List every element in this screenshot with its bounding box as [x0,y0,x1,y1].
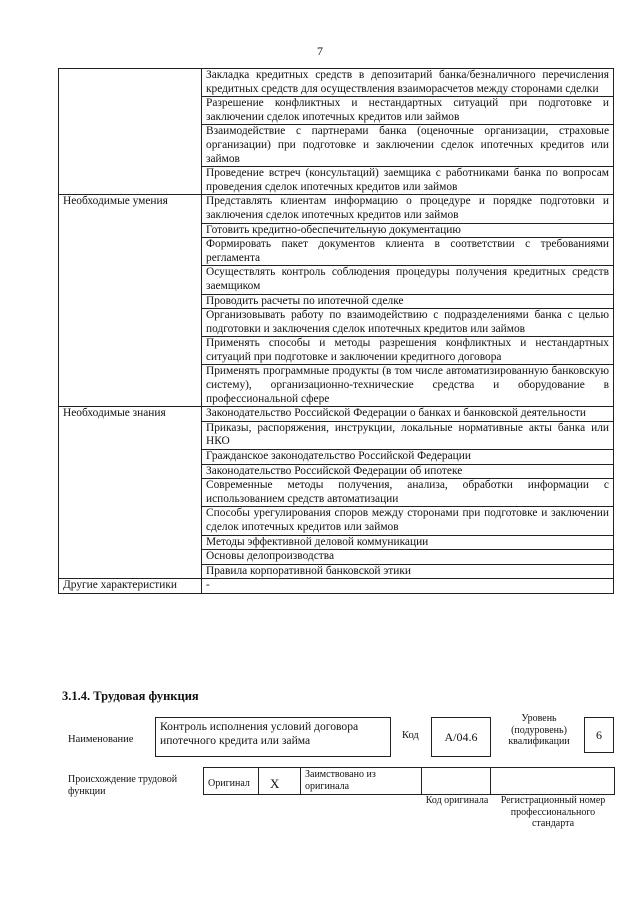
table-cell: Правила корпоративной банковской этики [202,564,614,579]
table-cell: Формировать пакет документов клиента в соответствии с требованиями регламента [202,238,614,266]
original-label: Оригинал [208,778,250,789]
function-name-box [155,717,391,757]
divider [258,767,259,795]
page-number: 7 [317,44,323,58]
level-value: 6 [596,728,602,742]
name-label: Наименование [68,734,134,745]
table-cell: Законодательство Российской Федерации о банках и банковской деятельности [202,407,614,422]
table-row [59,579,614,594]
table-row [59,69,614,97]
table-cell: Проведение встреч (консультаций) заемщика с работниками банка по вопросам проведения сделок ипотечных кредитов или займов [202,167,614,195]
table-cell: Проводить расчеты по ипотечной сделке [202,294,614,309]
row-label [59,69,202,195]
table-cell: Представлять клиентам информацию о процедуре и порядке подготовки и заключения сделок ипотечных кредитов или займов [202,195,614,223]
table-cell: Гражданское законодательство Российской Федерации [202,450,614,465]
divider [421,767,422,795]
row-label-skills: Необходимые умения [59,195,202,407]
row-label-other: Другие характеристики [59,579,202,594]
code-original-label: Код оригинала [425,795,489,806]
origin-label: Происхождение трудовой функции [68,774,178,797]
table-cell: Взаимодействие с партнерами банка (оценочные организации, страховые организации) при подготовке и заключении сделок ипотечных кредитов или займов [202,125,614,167]
level-box [584,717,614,753]
divider [490,767,491,795]
table-cell: Современные методы получения, анализа, обработки информации с использованием средств автоматизации [202,479,614,507]
original-mark: X [270,776,280,791]
table-cell: Готовить кредитно-обеспечительную документацию [202,223,614,238]
table-row [59,407,614,422]
table-cell: Основы делопроизводства [202,550,614,565]
table-cell: Осуществлять контроль соблюдения процедуры получения кредитных средств заемщиком [202,266,614,294]
table-cell: Способы урегулирования споров между сторонами при подготовке и заключении сделок ипотечных кредитов или займов [202,507,614,535]
table-cell: Применять программные продукты (в том числе автоматизированную банковскую систему), организационно-технические средства и оборудование в профессиональной сфере [202,365,614,407]
table-cell: Методы эффективной деловой коммуникации [202,535,614,550]
labor-actions-table [58,68,614,594]
code-box [431,717,491,757]
table-cell: Организовывать работу по взаимодействию с подразделениями банка с целью подготовки и заключения сделок ипотечных кредитов или займов [202,309,614,337]
reg-number-label: Регистрационный номер профессионального стандарта [500,795,606,829]
borrowed-label: Заимствовано из оригинала [305,769,376,792]
divider [300,767,301,795]
table-cell: - [202,579,614,594]
section-title: 3.1.4. Трудовая функция [62,689,199,703]
table-cell: Закладка кредитных средств в депозитарий банка/безналичного перечисления кредитных средств для осуществления взаиморасчетов между сторонами сделки [202,69,614,97]
function-name: Контроль исполнения условий договора ипотечного кредита или займа [160,720,359,747]
code-label: Код [402,730,419,741]
table-cell: Применять способы и методы разрешения конфликтных и нестандартных ситуаций при подготовке и заключении кредитного договора [202,337,614,365]
row-label-knowledge: Необходимые знания [59,407,202,579]
table-cell: Законодательство Российской Федерации об ипотеке [202,464,614,479]
code-value: А/04.6 [444,730,478,744]
table-cell: Разрешение конфликтных и нестандартных ситуаций при подготовке и заключении сделок ипотечных кредитов или займов [202,97,614,125]
table-cell: Приказы, распоряжения, инструкции, локальные нормативные акты банка или НКО [202,421,614,449]
table-row [59,195,614,223]
level-label: Уровень (подуровень) квалификации [508,713,570,747]
